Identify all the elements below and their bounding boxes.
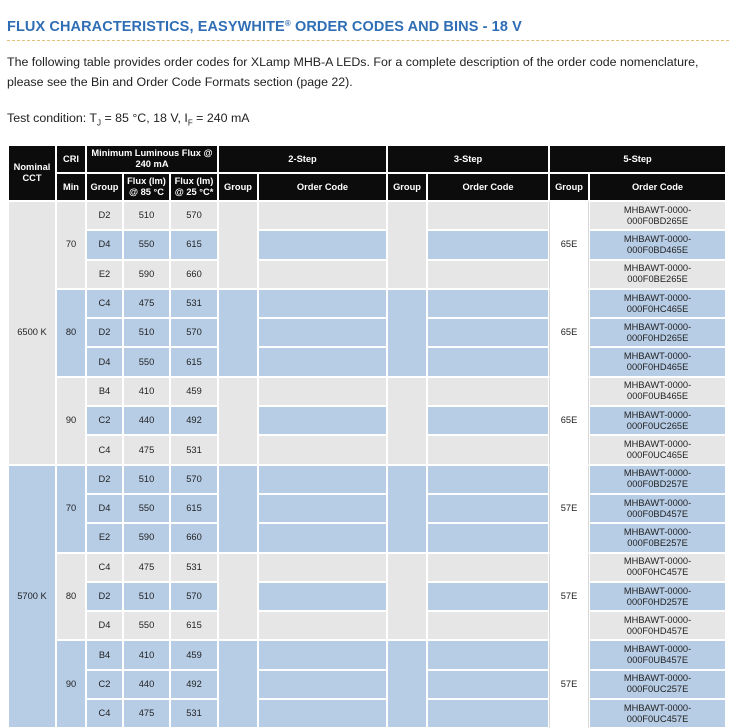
cri-min-cell: 80 bbox=[56, 553, 86, 641]
header-min-flux: Minimum Luminous Flux @ 240 mA bbox=[86, 145, 218, 173]
header-three-step-order-code: Order Code bbox=[427, 173, 549, 201]
flux-85-cell: 550 bbox=[123, 611, 170, 640]
flux-group-cell: C4 bbox=[86, 289, 123, 318]
flux-25-cell: 531 bbox=[170, 553, 218, 582]
table-row bbox=[8, 523, 726, 552]
flux-85-cell: 410 bbox=[123, 377, 170, 406]
flux-25-cell: 570 bbox=[170, 201, 218, 230]
flux-group-cell: D4 bbox=[86, 611, 123, 640]
five-step-order-code-cell: MHBAWT-0000- 000F0HD257E bbox=[589, 582, 726, 611]
flux-85-cell: 590 bbox=[123, 260, 170, 289]
three-step-order-code-cell bbox=[427, 260, 549, 289]
page-title: FLUX CHARACTERISTICS, EASYWHITE® ORDER CODES AND BINS - 18 V bbox=[7, 19, 522, 35]
two-step-order-code-cell bbox=[258, 289, 387, 318]
table-row bbox=[8, 611, 726, 640]
three-step-group-cell bbox=[387, 553, 427, 641]
three-step-order-code-cell bbox=[427, 318, 549, 347]
flux-25-cell: 570 bbox=[170, 465, 218, 494]
three-step-order-code-cell bbox=[427, 201, 549, 230]
five-step-group-cell: 65E bbox=[549, 377, 589, 465]
table-row bbox=[8, 553, 726, 582]
flux-85-cell: 475 bbox=[123, 435, 170, 464]
two-step-order-code-cell bbox=[258, 406, 387, 435]
flux-85-cell: 410 bbox=[123, 640, 170, 669]
three-step-order-code-cell bbox=[427, 465, 549, 494]
table-row bbox=[8, 347, 726, 376]
flux-group-cell: C4 bbox=[86, 435, 123, 464]
flux-85-cell: 510 bbox=[123, 582, 170, 611]
three-step-order-code-cell bbox=[427, 523, 549, 552]
three-step-order-code-cell bbox=[427, 582, 549, 611]
flux-25-cell: 570 bbox=[170, 582, 218, 611]
three-step-order-code-cell bbox=[427, 553, 549, 582]
header-flux-85: Flux (lm) @ 85 °C bbox=[123, 173, 170, 201]
flux-85-cell: 440 bbox=[123, 670, 170, 699]
three-step-order-code-cell bbox=[427, 611, 549, 640]
header-two-step-order-code: Order Code bbox=[258, 173, 387, 201]
five-step-order-code-cell: MHBAWT-0000- 000F0BE257E bbox=[589, 523, 726, 552]
three-step-group-cell bbox=[387, 201, 427, 289]
two-step-group-cell bbox=[218, 640, 258, 728]
two-step-group-cell bbox=[218, 465, 258, 553]
flux-group-cell: E2 bbox=[86, 523, 123, 552]
flux-group-cell: C2 bbox=[86, 670, 123, 699]
three-step-order-code-cell bbox=[427, 289, 549, 318]
five-step-group-cell: 57E bbox=[549, 553, 589, 641]
three-step-group-cell bbox=[387, 640, 427, 728]
flux-25-cell: 531 bbox=[170, 699, 218, 728]
header-five-step: 5-Step bbox=[549, 145, 726, 173]
five-step-order-code-cell: MHBAWT-0000- 000F0UC457E bbox=[589, 699, 726, 728]
flux-25-cell: 531 bbox=[170, 435, 218, 464]
flux-group-cell: D4 bbox=[86, 494, 123, 523]
two-step-group-cell bbox=[218, 201, 258, 289]
three-step-order-code-cell bbox=[427, 699, 549, 728]
five-step-group-cell: 57E bbox=[549, 465, 589, 553]
flux-25-cell: 615 bbox=[170, 611, 218, 640]
flux-25-cell: 615 bbox=[170, 230, 218, 259]
table-row bbox=[8, 670, 726, 699]
header-flux-25: Flux (lm) @ 25 °C* bbox=[170, 173, 218, 201]
flux-85-cell: 440 bbox=[123, 406, 170, 435]
cri-min-cell: 70 bbox=[56, 201, 86, 289]
cct-cell: 5700 K bbox=[8, 465, 56, 728]
header-nominal-cct: Nominal CCT bbox=[8, 145, 56, 201]
flux-group-cell: D2 bbox=[86, 582, 123, 611]
flux-85-cell: 590 bbox=[123, 523, 170, 552]
flux-25-cell: 492 bbox=[170, 406, 218, 435]
two-step-group-cell bbox=[218, 553, 258, 641]
five-step-group-cell: 65E bbox=[549, 201, 589, 289]
table-row bbox=[8, 699, 726, 728]
header-cri: CRI bbox=[56, 145, 86, 173]
two-step-order-code-cell bbox=[258, 582, 387, 611]
five-step-order-code-cell: MHBAWT-0000- 000F0UB465E bbox=[589, 377, 726, 406]
test-condition: Test condition: $T_J = 85$ °C, 18 V, $I_F = 240$ mA bbox=[7, 111, 250, 128]
two-step-order-code-cell bbox=[258, 640, 387, 669]
flux-25-cell: 615 bbox=[170, 494, 218, 523]
two-step-order-code-cell bbox=[258, 523, 387, 552]
five-step-group-cell: 57E bbox=[549, 640, 589, 728]
flux-25-cell: 492 bbox=[170, 670, 218, 699]
three-step-order-code-cell bbox=[427, 435, 549, 464]
two-step-order-code-cell bbox=[258, 377, 387, 406]
three-step-group-cell bbox=[387, 289, 427, 377]
cct-cell: 6500 K bbox=[8, 201, 56, 465]
table-row bbox=[8, 377, 726, 406]
cri-min-cell: 90 bbox=[56, 377, 86, 465]
three-step-order-code-cell bbox=[427, 406, 549, 435]
three-step-order-code-cell bbox=[427, 230, 549, 259]
cri-min-cell: 90 bbox=[56, 640, 86, 728]
five-step-order-code-cell: MHBAWT-0000- 000F0HC457E bbox=[589, 553, 726, 582]
five-step-order-code-cell: MHBAWT-0000- 000F0HD465E bbox=[589, 347, 726, 376]
flux-25-cell: 459 bbox=[170, 377, 218, 406]
table-row bbox=[8, 582, 726, 611]
three-step-order-code-cell bbox=[427, 377, 549, 406]
five-step-order-code-cell: MHBAWT-0000- 000F0UC465E bbox=[589, 435, 726, 464]
two-step-order-code-cell bbox=[258, 347, 387, 376]
header-two-step-group: Group bbox=[218, 173, 258, 201]
flux-85-cell: 475 bbox=[123, 553, 170, 582]
intro-paragraph: The following table provides order codes for XLamp MHB-A LEDs. For a complete description of the order code nomenclature, please see the Bin and Order Code Formats section (page 22). bbox=[7, 55, 699, 89]
flux-25-cell: 660 bbox=[170, 260, 218, 289]
five-step-order-code-cell: MHBAWT-0000- 000F0UC257E bbox=[589, 670, 726, 699]
two-step-order-code-cell bbox=[258, 670, 387, 699]
order-code-table bbox=[8, 145, 726, 728]
flux-85-cell: 510 bbox=[123, 465, 170, 494]
two-step-order-code-cell bbox=[258, 201, 387, 230]
five-step-order-code-cell: MHBAWT-0000- 000F0HD457E bbox=[589, 611, 726, 640]
three-step-order-code-cell bbox=[427, 640, 549, 669]
flux-85-cell: 510 bbox=[123, 201, 170, 230]
flux-group-cell: B4 bbox=[86, 640, 123, 669]
five-step-group-cell: 65E bbox=[549, 289, 589, 377]
table-row bbox=[8, 289, 726, 318]
flux-group-cell: D4 bbox=[86, 347, 123, 376]
flux-85-cell: 550 bbox=[123, 494, 170, 523]
cri-min-cell: 80 bbox=[56, 289, 86, 377]
flux-25-cell: 615 bbox=[170, 347, 218, 376]
flux-25-cell: 531 bbox=[170, 289, 218, 318]
table-row bbox=[8, 640, 726, 669]
flux-group-cell: D4 bbox=[86, 230, 123, 259]
table-row bbox=[8, 318, 726, 347]
two-step-order-code-cell bbox=[258, 611, 387, 640]
two-step-order-code-cell bbox=[258, 465, 387, 494]
two-step-order-code-cell bbox=[258, 260, 387, 289]
table-row bbox=[8, 435, 726, 464]
five-step-order-code-cell: MHBAWT-0000- 000F0BD257E bbox=[589, 465, 726, 494]
five-step-order-code-cell: MHBAWT-0000- 000F0BD465E bbox=[589, 230, 726, 259]
five-step-order-code-cell: MHBAWT-0000- 000F0BD457E bbox=[589, 494, 726, 523]
flux-group-cell: D2 bbox=[86, 318, 123, 347]
flux-group-cell: D2 bbox=[86, 201, 123, 230]
header-flux-group: Group bbox=[86, 173, 123, 201]
header-five-step-group: Group bbox=[549, 173, 589, 201]
table-row bbox=[8, 201, 726, 230]
table-row bbox=[8, 465, 726, 494]
two-step-order-code-cell bbox=[258, 699, 387, 728]
flux-85-cell: 550 bbox=[123, 230, 170, 259]
table-row bbox=[8, 260, 726, 289]
five-step-order-code-cell: MHBAWT-0000- 000F0BD265E bbox=[589, 201, 726, 230]
flux-85-cell: 475 bbox=[123, 699, 170, 728]
flux-group-cell: B4 bbox=[86, 377, 123, 406]
two-step-order-code-cell bbox=[258, 553, 387, 582]
header-two-step: 2-Step bbox=[218, 145, 387, 173]
flux-25-cell: 459 bbox=[170, 640, 218, 669]
table-row bbox=[8, 494, 726, 523]
two-step-order-code-cell bbox=[258, 318, 387, 347]
flux-group-cell: C4 bbox=[86, 553, 123, 582]
flux-group-cell: C4 bbox=[86, 699, 123, 728]
two-step-order-code-cell bbox=[258, 230, 387, 259]
three-step-order-code-cell bbox=[427, 670, 549, 699]
header-five-step-order-code: Order Code bbox=[589, 173, 726, 201]
five-step-order-code-cell: MHBAWT-0000- 000F0UC265E bbox=[589, 406, 726, 435]
five-step-order-code-cell: MHBAWT-0000- 000F0UB457E bbox=[589, 640, 726, 669]
five-step-order-code-cell: MHBAWT-0000- 000F0BE265E bbox=[589, 260, 726, 289]
header-three-step: 3-Step bbox=[387, 145, 549, 173]
header-cri-min: Min bbox=[56, 173, 86, 201]
two-step-order-code-cell bbox=[258, 435, 387, 464]
three-step-order-code-cell bbox=[427, 494, 549, 523]
flux-85-cell: 475 bbox=[123, 289, 170, 318]
flux-group-cell: D2 bbox=[86, 465, 123, 494]
three-step-order-code-cell bbox=[427, 347, 549, 376]
table-row bbox=[8, 230, 726, 259]
flux-85-cell: 550 bbox=[123, 347, 170, 376]
title-divider bbox=[7, 40, 729, 41]
cri-min-cell: 70 bbox=[56, 465, 86, 553]
two-step-group-cell bbox=[218, 289, 258, 377]
table-row bbox=[8, 406, 726, 435]
five-step-order-code-cell: MHBAWT-0000- 000F0HD265E bbox=[589, 318, 726, 347]
five-step-order-code-cell: MHBAWT-0000- 000F0HC465E bbox=[589, 289, 726, 318]
flux-25-cell: 660 bbox=[170, 523, 218, 552]
three-step-group-cell bbox=[387, 377, 427, 465]
two-step-order-code-cell bbox=[258, 494, 387, 523]
two-step-group-cell bbox=[218, 377, 258, 465]
header-three-step-group: Group bbox=[387, 173, 427, 201]
flux-85-cell: 510 bbox=[123, 318, 170, 347]
flux-25-cell: 570 bbox=[170, 318, 218, 347]
flux-group-cell: C2 bbox=[86, 406, 123, 435]
three-step-group-cell bbox=[387, 465, 427, 553]
flux-group-cell: E2 bbox=[86, 260, 123, 289]
